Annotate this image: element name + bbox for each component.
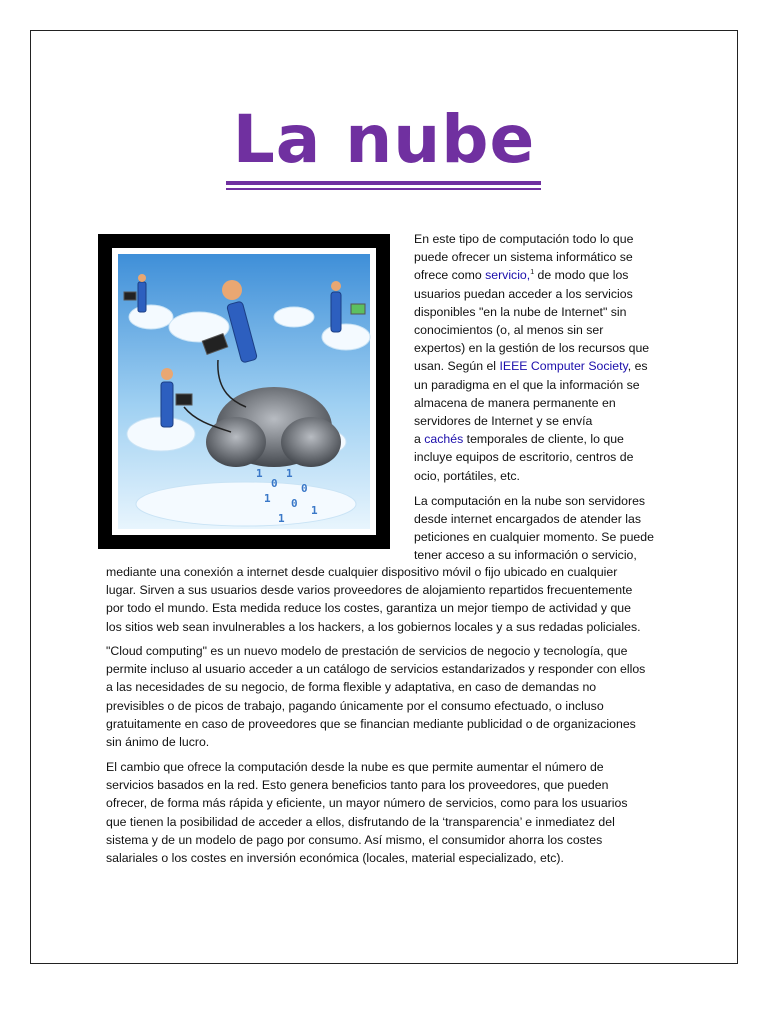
text-line: usuarios puedan acceder a los servicios xyxy=(414,286,633,301)
text-line: por todo el mundo. Esta medida reduce los costes, garantiza un mejor tiempo de actividad y que xyxy=(106,601,631,616)
paragraph-4 xyxy=(106,758,666,867)
ieee-computer-society-link[interactable]: IEEE Computer Society xyxy=(499,359,628,374)
text-line: mediante una conexión a internet desde cualquier dispositivo móvil o fijo ubicado en cualquier xyxy=(106,565,618,579)
text-line: salariales o los costes en inversión económica (locales, material especializado, etc). xyxy=(106,851,564,866)
title-underline-thin xyxy=(226,188,541,190)
text-line: El cambio que ofrece la computación desde la nube es que permite aumentar el número de xyxy=(106,760,604,774)
text-line: "Cloud computing" es un nuevo modelo de prestación de servicios de negocio y tecnología, que xyxy=(106,644,628,658)
page-title: La nube xyxy=(232,101,536,178)
text-line: tener acceso a su información o servicio, xyxy=(414,548,637,563)
paragraph-2-continuation xyxy=(106,563,666,636)
svg-text:1: 1 xyxy=(286,467,293,480)
text-line: expertos) en la gestión de los recursos que xyxy=(414,341,650,356)
cloud-computing-illustration xyxy=(98,234,390,549)
text-line: previsibles o de picos de trabajo, pagando únicamente por el consumo efectuado, o incluso xyxy=(106,698,604,713)
text-line: temporales de cliente, lo que xyxy=(463,432,624,447)
text-line: lugar. Sirven a sus usuarios desde varios proveedores de alojamiento repartidos frecuentemente xyxy=(106,583,633,598)
svg-text:1: 1 xyxy=(311,504,318,517)
text-line: ofrece como xyxy=(414,268,486,283)
right-column-text xyxy=(414,230,664,572)
text-line: usan. Según el xyxy=(414,359,500,374)
title-underline xyxy=(226,181,541,185)
text-line: gratuitamente en caso de proveedores que se financian mediante publicidad o de organizaciones xyxy=(106,716,636,731)
text-line: permite incluso al usuario acceder a un catálogo de servicios estandarizados y responder con ellos xyxy=(106,662,646,677)
text-line: sistema y de un modelo de pago por consumo. Así mismo, el consumidor ahorra los costes xyxy=(106,832,603,847)
text-line: desde internet encargados de atender las xyxy=(414,512,641,527)
text-line: a las necesidades de su negocio, de forma flexible y adaptativa, en caso de demandas no xyxy=(106,680,597,695)
text-line: La computación en la nube son servidores xyxy=(414,493,646,508)
footnote-ref[interactable]: 1 xyxy=(530,269,535,277)
text-line: los sitios web sean invulnerables a los hackers, a los gobiernos locales y a sus redadas policiales. xyxy=(106,619,641,634)
text-line: En este tipo de computación todo lo que xyxy=(414,232,634,246)
text-line: servicios basados en la red. Esto genera beneficios tanto para los proveedores, que pueden xyxy=(106,778,609,793)
svg-text:0: 0 xyxy=(301,482,308,495)
servicio-link[interactable]: servicio, xyxy=(485,268,531,283)
text-line: incluye equipos de escritorio, centros de xyxy=(414,450,634,465)
caches-link[interactable]: cachés xyxy=(424,432,464,447)
svg-text:1: 1 xyxy=(278,512,285,525)
text-line: ocio, portátiles, etc. xyxy=(414,468,520,483)
paragraph-2-start xyxy=(414,492,664,565)
svg-text:0: 0 xyxy=(271,477,278,490)
svg-text:0: 0 xyxy=(291,497,298,510)
text-line: peticiones en cualquier momento. Se puede xyxy=(414,530,654,545)
text-line: un paradigma en el que la información se xyxy=(414,377,640,392)
text-line: que tienen la posibilidad de acceder a ellos, disfrutando de la ‘transparencia’ e inmediatez del xyxy=(106,814,615,829)
text-line: puede ofrecer un sistema informático se xyxy=(414,250,633,265)
cloud-scene-image xyxy=(106,242,382,541)
text-line: almacena de manera permanente en xyxy=(414,395,616,410)
text-line: de modo que los xyxy=(534,268,629,283)
paragraph-1 xyxy=(414,230,664,485)
text-line: sin ánimo de lucro. xyxy=(106,735,210,750)
text-line: a xyxy=(414,432,425,447)
svg-text:1: 1 xyxy=(256,467,263,480)
text-line: conocimientos (o, al menos sin ser xyxy=(414,323,604,338)
paragraph-3 xyxy=(106,642,666,751)
text-line: ofrecer, de forma más rápida y eficiente, un mayor número de servicios, como para los usuarios xyxy=(106,796,628,811)
text-line: , es xyxy=(627,359,648,374)
text-line: disponibles "en la nube de Internet" sin xyxy=(414,304,627,319)
svg-text:1: 1 xyxy=(264,492,271,505)
text-line: servidores de Internet y se envía xyxy=(414,414,593,429)
